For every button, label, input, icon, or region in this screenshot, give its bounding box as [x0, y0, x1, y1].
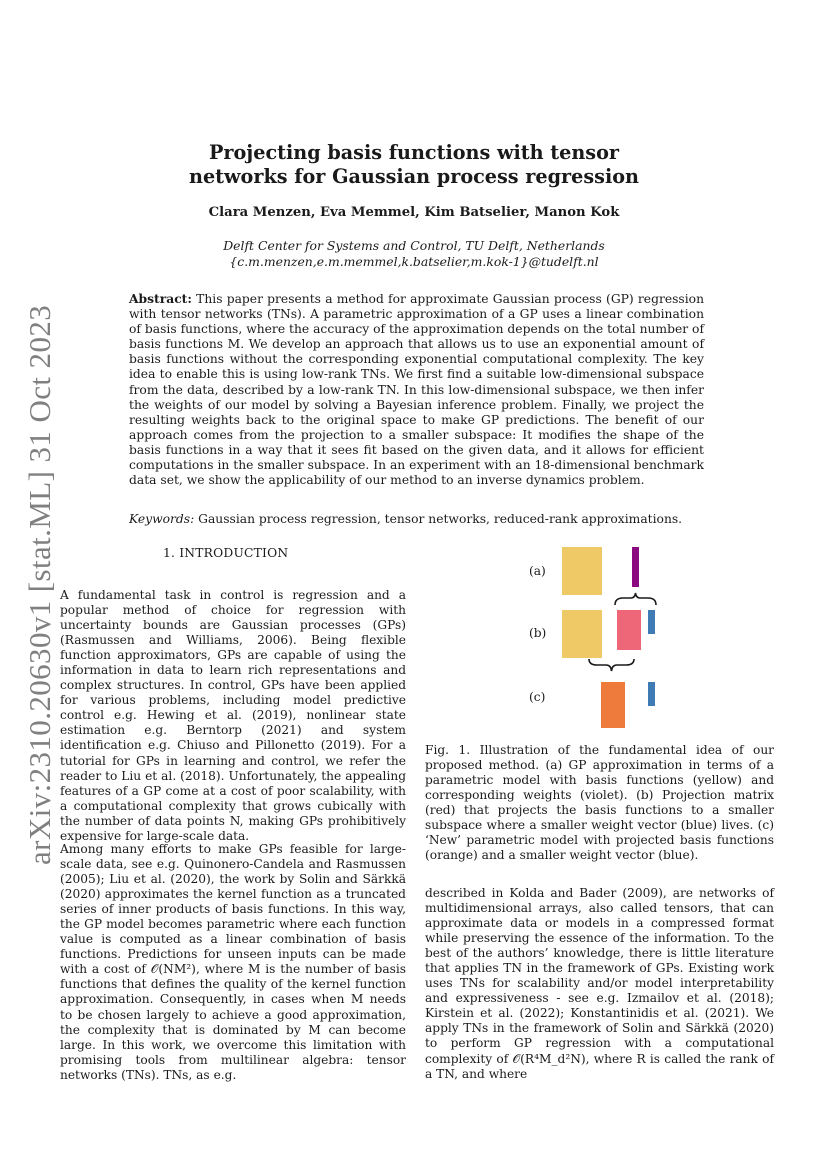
keywords-text: Gaussian process regression, tensor networks, reduced-rank approximations.: [198, 512, 683, 526]
projection-matrix-block: [617, 610, 641, 650]
keywords-label: Keywords:: [129, 512, 195, 526]
email-list: {c.m.menzen,e.m.memmel,k.batselier,m.kok-1}@tudelft.nl: [229, 254, 599, 269]
abstract-label: Abstract:: [129, 291, 192, 306]
small-weights-block-c: [648, 682, 655, 706]
weights-block-a: [632, 547, 639, 587]
abstract-text: This paper presents a method for approximate Gaussian process (GP) regression with tensor networks (TNs). A parametric approximation of a GP uses a linear combination of basis functions, where the accuracy of the approximation depends on the total number of basis functions M. We develop an approach that allows us to use an exponential amount of basis functions without the corresponding exponential computational complexity. The key idea to enable this is using low-rank TNs. We first find a suitable low-dimensional subspace from the data, described by a low-rank TN. In this low-dimensional subspace, we then infer the weights of our model by solving a Bayesian inference problem. Finally, we project the resulting weights back to the original space to make GP predictions. The benefit of our approach comes from the projection to a smaller subspace: It modifies the shape of the basis functions in a way that it sees fit based on the given data, and it allows for efficient computations in the smaller subspace. In an experiment with an 18-dimensional benchmark data set, we show the applicability of our method to an inverse dynamics problem.: [129, 292, 704, 488]
intro-paragraph-2: Among many efforts to make GPs feasible for large-scale data, see e.g. Quinonero-Candela and Rasmussen (2005); Liu et al. (2020), the work by Solin and Särkkä (2020) approximates the kernel function as a truncated series of inner products of basis functions. In this way, the GP model becomes parametric where each function value is computed as a linear combination of basis functions. Predictions for unseen inputs can be made with a cost of 𝒪(NM²), where M is the number of basis functions that defines the quality of the kernel function approximation. Consequently, in cases when M needs to be chosen largely to achieve a good approximation, the complexity that is dominated by M can become large. In this work, we overcome this limitation with promising tools from multilinear algebra: tensor networks (TNs). TNs, as e.g.: [60, 842, 406, 1082]
author-list: Clara Menzen, Eva Memmel, Kim Batselier, Manon Kok: [208, 205, 620, 220]
figure-caption: [425, 743, 774, 863]
right-column-paragraph: described in Kolda and Bader (2009), are networks of multidimensional arrays, also called tensors, that can approximate data or models in a compressed format while preserving the essence of the information. To the best of the authors’ knowledge, there is little literature that applies TN in the framework of GPs. Existing work uses TNs for scalability and/or model interpretability and expressiveness - see e.g. Izmailov et al. (2018); Kirstein et al. (2022); Konstantinidis et al. (2021). We apply TNs in the framework of Solin and Särkkä (2020) to perform GP regression with a computational complexity of 𝒪(R⁴M_d²N), where R is called the rank of a TN, and where: [425, 886, 774, 1081]
intro-paragraph-1: A fundamental task in control is regression and a popular method of choice for regression with uncertainty bounds are Gaussian processes (GPs) (Rasmussen and Williams, 2006). Being flexible function approximators, GPs are capable of using the information in data to learn rich representations and complex structures. In control, GPs have been applied for various problems, including model predictive control e.g. Hewing et al. (2019), nonlinear state estimation e.g. Berntorp (2021) and system identification e.g. Chiuso and Pillonetto (2019). For a tutorial for GPs in learning and control, we refer the reader to Liu et al. (2018). Unfortunately, the appealing features of a GP come at a cost of poor scalability, with a computational complexity that grows cubically with the number of data points N, making GPs prohibitively expensive for large-scale data.: [60, 588, 406, 843]
small-weights-block-b: [648, 610, 655, 634]
abstract: [129, 291, 704, 488]
affiliation: Delft Center for Systems and Control, TU Delft, Netherlands: [223, 238, 605, 253]
brace-icon-top: [613, 592, 658, 606]
section-heading: 1. INTRODUCTION: [163, 546, 289, 560]
figure-label-b: (b): [529, 626, 547, 640]
caption-label: Fig. 1.: [425, 743, 471, 757]
basis-functions-block-b: [562, 610, 602, 658]
caption-text: Illustration of the fundamental idea of our proposed method. (a) GP approximation in terms of a parametric model with basis functions (yellow) and corresponding weights (violet). (b) Projection matrix (red) that projects the basis functions to a smaller subspace where a smaller weight vector (blue) lives. (c) ‘New’ parametric model with projected basis functions (orange) and a smaller weight vector (blue).: [425, 743, 774, 863]
figure-label-c: (c): [529, 690, 546, 704]
keywords: [129, 512, 704, 527]
arxiv-side-stamp: arXiv:2310.20630v1 [stat.ML] 31 Oct 2023: [22, 304, 57, 865]
figure-label-a: (a): [529, 564, 546, 578]
figure-1: [425, 540, 774, 730]
affiliation-block: [160, 238, 668, 270]
basis-functions-block-a: [562, 547, 602, 595]
paper-title: Projecting basis functions with tensor networks for Gaussian process regression: [189, 141, 639, 188]
projected-basis-block: [601, 682, 625, 728]
brace-icon-bottom: [587, 658, 637, 672]
